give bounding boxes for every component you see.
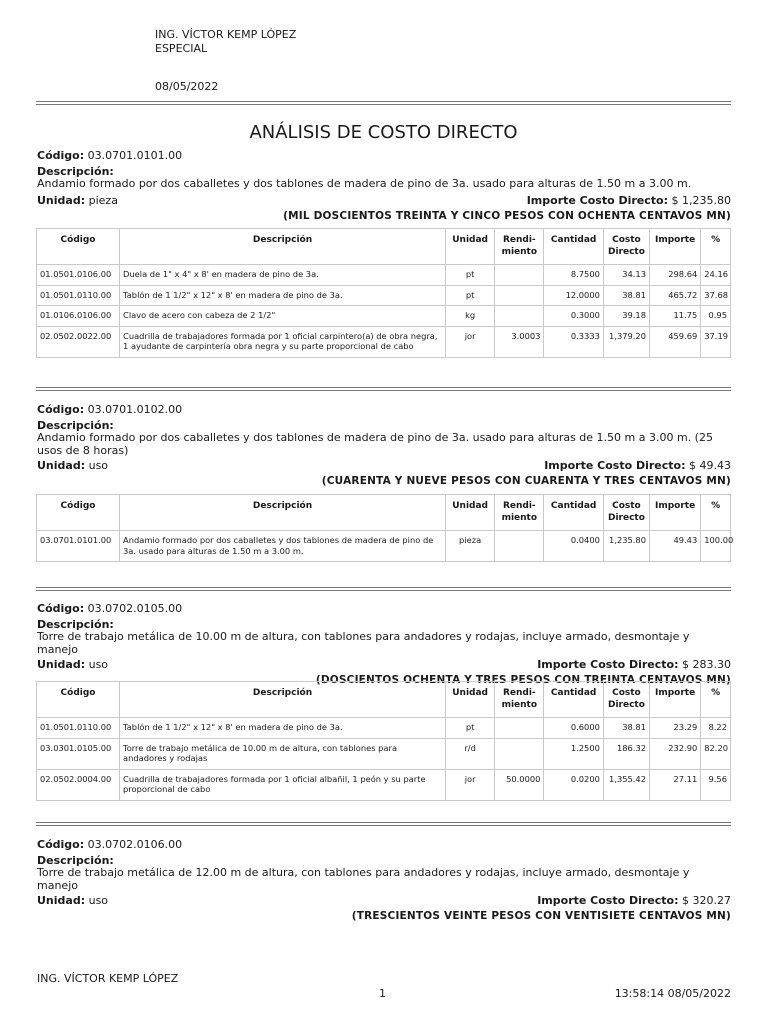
col-cantidad: Cantidad [544,682,603,718]
table-header-row [37,495,731,531]
table-row [37,285,731,306]
items-table [36,494,734,562]
row-unit-cost: 1,235.80 [603,531,649,562]
total-in-words: (TRESCIENTOS VEINTE PESOS CON VENTISIETE CENTAVOS MN) [351,910,731,922]
row-unit: pt [446,265,495,286]
items-table [36,681,731,801]
col-rendimiento: Rendi- miento [495,495,544,531]
unidad-label: Unidad: [37,193,86,207]
row-percent: 100.00 [701,531,731,562]
section-total: $ 320.27 [682,894,731,907]
table-row [37,326,731,357]
section-code: 03.0702.0105.00 [87,602,183,615]
descripcion-label: Descripción: [37,164,114,178]
descripcion-label: Descripción: [37,418,114,432]
col-codigo: Código [37,682,120,718]
codigo-label: Código: [37,403,85,416]
row-amount: 465.72 [650,285,701,306]
col-costo-directo: Costo Directo [603,495,649,531]
total-in-words: (MIL DOSCIENTOS TREINTA Y CINCO PESOS CON OCHENTA CENTAVOS MN) [283,209,731,222]
row-amount: 49.43 [650,531,701,562]
row-code: 01.0501.0110.00 [37,718,120,739]
section-description: Torre de trabajo metálica de 12.00 m de altura, con tablones para andadores y rodajas, incluye armado, desmontaje y manejo [37,866,690,892]
section-unit: pieza [88,193,118,207]
row-description: Duela de 1" x 4" x 8' en madera de pino de 3a. [120,265,446,286]
row-quantity: 12.0000 [544,285,603,306]
row-description: Tablón de 1 1/2" x 12" x 8' en madera de pino de 3a. [120,718,446,739]
col-rendimiento: Rendi- miento [495,682,544,718]
table-row [37,769,731,800]
col-descripcion: Descripción [120,495,446,531]
col-rendimiento: Rendi- miento [495,229,544,265]
row-description: Andamio formado por dos caballetes y dos tablones de madera de pino de 3a. usado para alturas de 1.50 m a 3.00 m. [120,531,446,562]
row-percent: 37.68 [701,285,731,306]
col-codigo: Código [37,495,120,531]
table-row [37,265,731,286]
row-unit-cost: 186.32 [603,738,649,769]
section-code: 03.0702.0106.00 [87,838,183,851]
row-unit: jor [446,769,495,800]
row-unit-cost: 34.13 [603,265,649,286]
row-unit-cost: 1,379.20 [603,326,649,357]
row-unit-cost: 38.81 [603,285,649,306]
col-unidad: Unidad [446,682,495,718]
row-percent: 9.56 [701,769,731,800]
report-subtitle: ESPECIAL [155,42,208,55]
unidad-label: Unidad: [37,658,86,671]
codigo-label: Código: [37,602,85,615]
row-rendimiento [495,738,544,769]
col-costo-directo: Costo Directo [603,229,649,265]
row-amount: 11.75 [650,306,701,327]
section-code: 03.0701.0102.00 [87,403,183,416]
report-header [155,28,296,56]
importe-label: Importe Costo Directo: [544,459,686,472]
items-table [36,228,731,358]
table-header-row [37,682,731,718]
col-cantidad: Cantidad [544,229,603,265]
col-unidad: Unidad [446,229,495,265]
row-rendimiento: 3.0003 [495,326,544,357]
row-unit: pt [446,285,495,306]
section-description: Torre de trabajo metálica de 10.00 m de altura, con tablones para andadores y rodajas, incluye armado, desmontaje y manejo [37,630,690,656]
row-amount: 459.69 [650,326,701,357]
row-percent: 0.95 [701,306,731,327]
row-quantity: 0.0200 [544,769,603,800]
row-amount: 232.90 [650,738,701,769]
section-total: $ 283.30 [682,658,731,671]
col-pct: % [701,682,731,718]
row-code: 03.0301.0105.00 [37,738,120,769]
section-total: $ 1,235.80 [671,193,731,207]
row-quantity: 0.6000 [544,718,603,739]
descripcion-label: Descripción: [37,853,114,867]
footer-timestamp: 13:58:14 08/05/2022 [614,987,731,1000]
analysis-section [37,404,731,489]
row-rendimiento [495,265,544,286]
table-header-row [37,229,731,265]
col-codigo: Código [37,229,120,265]
row-description: Cuadrilla de trabajadores formada por 1 oficial carpintero(a) de obra negra, 1 ayudante de carpintería obra negra y su parte proporcional de cabo [120,326,446,357]
codigo-label: Código: [37,838,85,851]
unidad-label: Unidad: [37,459,86,472]
row-code: 03.0701.0101.00 [37,531,120,562]
analysis-section [37,150,731,224]
row-rendimiento [495,531,544,562]
row-percent: 37.19 [701,326,731,357]
row-unit: r/d [446,738,495,769]
col-importe: Importe [650,229,701,265]
row-description: Tablón de 1 1/2" x 12" x 8' en madera de pino de 3a. [120,285,446,306]
row-code: 02.0502.0022.00 [37,326,120,357]
col-costo-directo: Costo Directo [603,682,649,718]
row-unit-cost: 1,355.42 [603,769,649,800]
col-importe: Importe [650,682,701,718]
section-divider [36,822,731,826]
row-unit: pieza [446,531,495,562]
row-percent: 82.20 [701,738,731,769]
section-unit: uso [88,894,109,907]
col-importe: Importe [650,495,701,531]
row-amount: 23.29 [650,718,701,739]
table-row [37,306,731,327]
analysis-section [37,603,731,688]
table-row [37,718,731,739]
row-rendimiento [495,285,544,306]
col-pct: % [701,229,731,265]
row-description: Clavo de acero con cabeza de 2 1/2" [120,306,446,327]
col-descripcion: Descripción [120,229,446,265]
section-code: 03.0701.0101.00 [87,149,183,162]
row-code: 01.0501.0106.00 [37,265,120,286]
row-unit-cost: 38.81 [603,718,649,739]
section-total: $ 49.43 [689,459,731,472]
row-quantity: 8.7500 [544,265,603,286]
row-percent: 24.16 [701,265,731,286]
row-rendimiento [495,306,544,327]
row-rendimiento [495,718,544,739]
importe-label: Importe Costo Directo: [537,894,679,907]
row-amount: 27.11 [650,769,701,800]
row-code: 01.0106.0106.00 [37,306,120,327]
row-quantity: 0.0400 [544,531,603,562]
header-divider [36,101,731,105]
engineer-name: ING. VÍCTOR KEMP LÓPEZ [155,28,297,41]
importe-label: Importe Costo Directo: [526,193,669,207]
report-date: 08/05/2022 [155,80,219,93]
row-description: Cuadrilla de trabajadores formada por 1 oficial albañil, 1 peón y su parte proporcional de cabo [120,769,446,800]
page-number: 1 [379,987,386,1000]
table-row [37,738,731,769]
row-quantity: 0.3333 [544,326,603,357]
row-description: Torre de trabajo metálica de 10.00 m de altura, con tablones para andadores y rodajas [120,738,446,769]
section-description: Andamio formado por dos caballetes y dos tablones de madera de pino de 3a. usado para alturas de 1.50 m a 3.00 m. [37,177,692,190]
row-code: 01.0501.0110.00 [37,285,120,306]
section-unit: uso [88,459,109,472]
page-title: ANÁLISIS DE COSTO DIRECTO [249,122,518,143]
row-quantity: 0.3000 [544,306,603,327]
row-unit-cost: 39.18 [603,306,649,327]
codigo-label: Código: [37,149,85,162]
total-in-words: (DOSCIENTOS OCHENTA Y TRES PESOS CON TREINTA CENTAVOS MN) [315,674,731,686]
row-code: 02.0502.0004.00 [37,769,120,800]
section-divider [36,587,731,591]
row-unit: pt [446,718,495,739]
col-descripcion: Descripción [120,682,446,718]
col-cantidad: Cantidad [544,495,603,531]
row-unit: jor [446,326,495,357]
row-percent: 8.22 [701,718,731,739]
total-in-words: (CUARENTA Y NUEVE PESOS CON CUARENTA Y TRES CENTAVOS MN) [321,475,731,487]
section-description: Andamio formado por dos caballetes y dos tablones de madera de pino de 3a. usado para alturas de 1.50 m a 3.00 m. (25 usos de 8 horas) [37,431,713,457]
col-unidad: Unidad [446,495,495,531]
descripcion-label: Descripción: [37,617,114,631]
unidad-label: Unidad: [37,894,86,907]
col-pct: % [701,495,731,531]
analysis-section [37,839,731,924]
row-quantity: 1.2500 [544,738,603,769]
footer-name: ING. VÍCTOR KEMP LÓPEZ [37,972,179,985]
importe-label: Importe Costo Directo: [537,658,679,671]
section-divider [36,387,731,391]
row-rendimiento: 50.0000 [495,769,544,800]
section-unit: uso [88,658,109,671]
row-unit: kg [446,306,495,327]
table-row [37,531,731,562]
row-amount: 298.64 [650,265,701,286]
